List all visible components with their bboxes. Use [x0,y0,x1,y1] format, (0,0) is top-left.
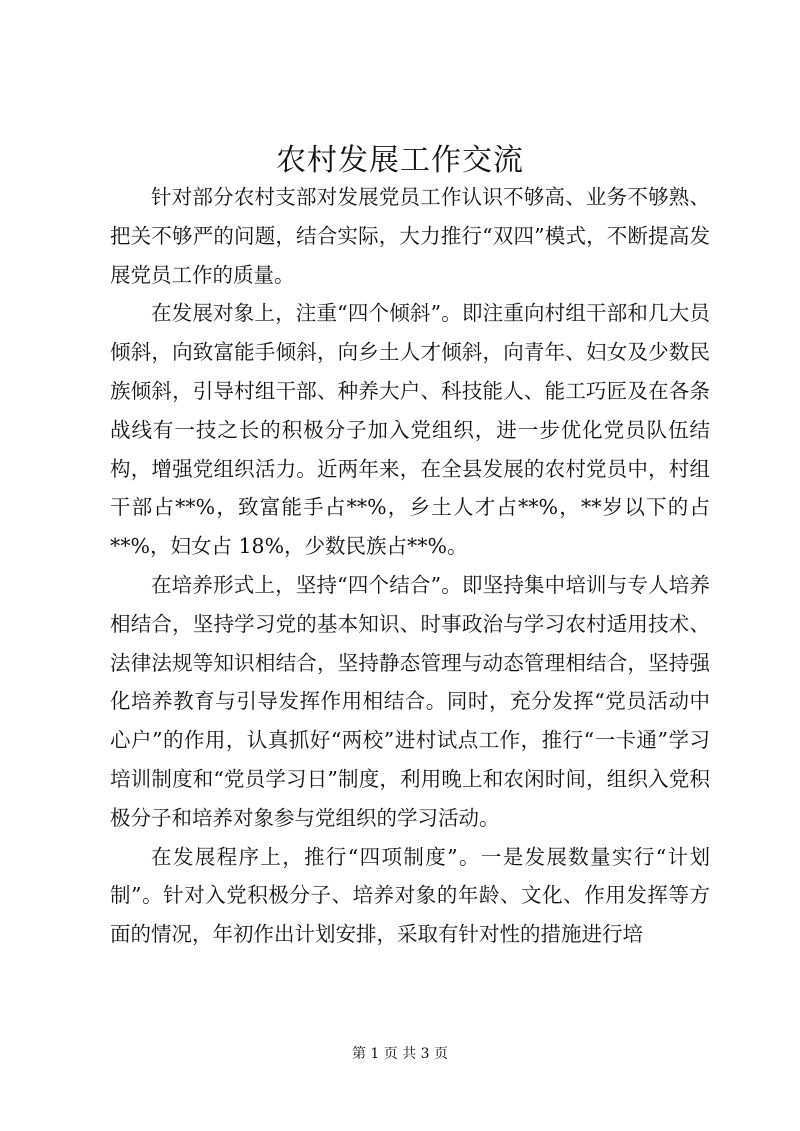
paragraph-development-targets: 在发展对象上，注重“四个倾斜”。即注重向村组干部和几大员倾斜，向致富能手倾斜，向乡土人才倾斜，向青年、妇女及少数民族倾斜，引导村组干部、种养大户、科技能人、能工巧匠及在各条战线有一技之长的积极分子加入党组织，进一步优化党员队伍结构，增强党组织活力。近两年来，在全县发展的农村党员中，村组干部占**%，致富能手占**%，乡土人才占**%，**岁以下的占**%，妇女占 18%，少数民族占**%。 [110,301,710,559]
document-title: 农村发展工作交流 [276,143,524,178]
paragraph-development-procedures: 在发展程序上，推行“四项制度”。一是发展数量实行“计划制”。针对入党积极分子、培养对象的年龄、文化、作用发挥等方面的情况，年初作出计划安排，采取有针对性的措施进行培 [110,844,710,947]
paragraph-training-forms: 在培养形式上，坚持“四个结合”。即坚持集中培训与专人培养相结合，坚持学习党的基本知识、时事政治与学习农村适用技术、法律法规等知识相结合，坚持静态管理与动态管理相结合，坚持强化培养教育与引导发挥作用相结合。同时，充分发挥“党员活动中心户”的作用，认真抓好“两校”进村试点工作，推行“一卡通”学习培训制度和“党员学习日”制度，利用晚上和农闲时间，组织入党积极分子和培养对象参与党组织的学习活动。 [110,572,710,830]
paragraph-intro: 针对部分农村支部对发展党员工作认识不够高、业务不够熟、把关不够严的问题，结合实际，大力推行“双四”模式，不断提高发展党员工作的质量。 [110,185,710,287]
page-footer: 第 1 页 共 3 页 [351,1046,449,1062]
document-body [110,178,710,954]
